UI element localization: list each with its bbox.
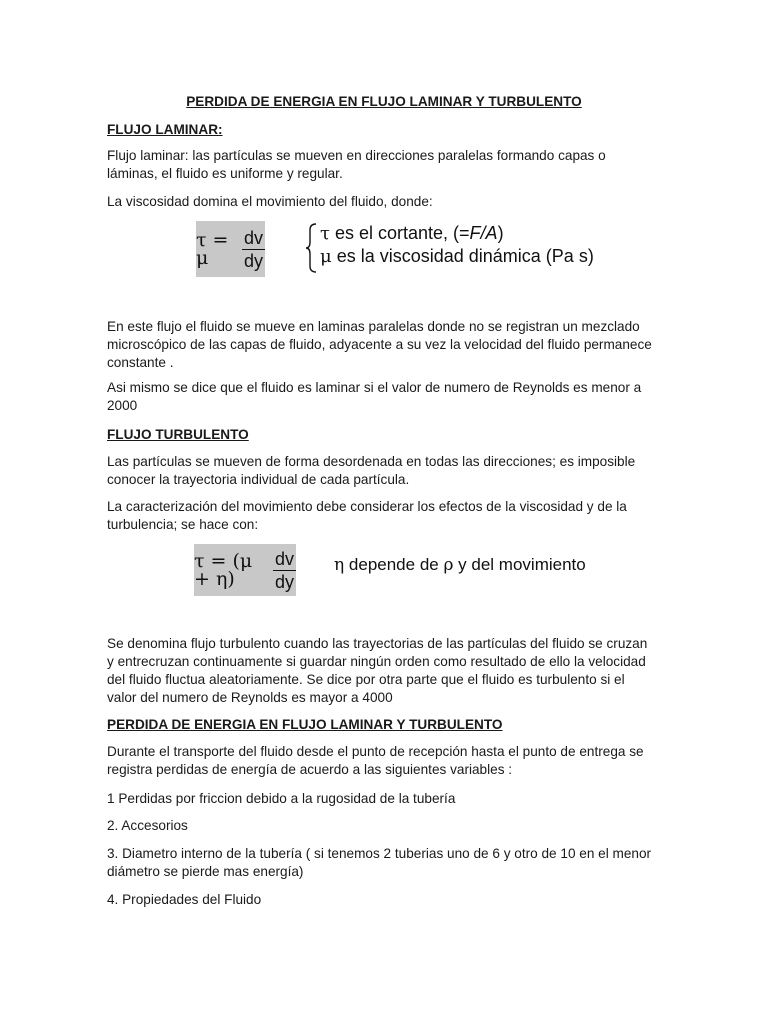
definition-end: ) [497, 223, 504, 243]
definition-text: es el cortante, (= [329, 223, 470, 243]
equation-fraction [242, 227, 265, 272]
text-line: Flujo laminar: las partículas se mueven en direcciones paralelas formando capas o [107, 148, 606, 163]
note-end: y del movimiento [453, 555, 586, 574]
equation-fraction [273, 548, 296, 593]
laminar-equation [196, 221, 265, 277]
curly-brace-icon [304, 222, 318, 274]
text-line: del fluido fluctua aleatoriamente. Se dice por otra parte que el fluido es turbulento si el [107, 672, 625, 687]
text-line: turbulencia; se hace con: [107, 517, 259, 532]
laminar-definitions [320, 224, 594, 266]
equation-lhs: τ = (μ + η) [194, 550, 253, 590]
laminar-paragraph-4 [107, 379, 667, 415]
list-item-3 [107, 845, 667, 881]
text-line: En este flujo el fluido se mueve en laminas paralelas donde no se registran un mezclado [107, 319, 640, 334]
fraction-numerator: dv [274, 548, 294, 569]
text-line: La caracterización del movimiento debe considerar los efectos de la viscosidad y de la [107, 499, 627, 514]
text-line: conocer la trayectoria individual de cada partícula. [107, 472, 410, 487]
laminar-paragraph-1 [107, 147, 667, 183]
fraction-denominator: dy [274, 571, 294, 592]
turbulento-equation [194, 544, 296, 596]
text-line: láminas, el fluido es uniforme y regular. [107, 166, 343, 181]
document-title: PERDIDA DE ENERGIA EN FLUJO LAMINAR Y TURBULENTO [186, 94, 582, 109]
turbulento-paragraph-3 [107, 635, 667, 707]
definition-tau [320, 224, 594, 243]
text-line: Asi mismo se dice que el fluido es laminar si el valor de numero de Reynolds es menor a [107, 380, 642, 395]
turbulento-paragraph-1 [107, 453, 667, 489]
laminar-paragraph-3 [107, 318, 667, 372]
definition-text: es la viscosidad dinámica (Pa s) [331, 246, 594, 266]
mu-symbol: μ [320, 246, 332, 267]
laminar-paragraph-2: La viscosidad domina el movimiento del fluido, donde: [107, 194, 433, 209]
turbulento-equation-note [334, 556, 586, 574]
text-line: 3. Diametro interno de la tubería ( si tenemos 2 tuberias uno de 6 y otro de 10 en el menor [107, 846, 652, 861]
laminar-heading: FLUJO LAMINAR: [107, 122, 223, 137]
text-line: 2000 [107, 398, 138, 413]
list-item-2: 2. Accesorios [107, 818, 188, 833]
text-line: Se denomina flujo turbulento cuando las trayectorias de las partículas del fluido se cruzan [107, 636, 648, 651]
fraction-denominator: dy [243, 250, 263, 271]
text-line: registra perdidas de energía de acuerdo a las siguientes variables : [107, 762, 513, 777]
text-line: Las partículas se mueven de forma desordenada en todas las direcciones; es imposible [107, 454, 636, 469]
definition-mu [320, 247, 594, 266]
eta-symbol: η [334, 555, 345, 575]
rho-symbol: ρ [443, 555, 454, 575]
definition-formula: F/A [469, 223, 498, 243]
perdidas-heading: PERDIDA DE ENERGIA EN FLUJO LAMINAR Y TURBULENTO [107, 717, 503, 732]
fraction-numerator: dv [243, 227, 263, 248]
perdidas-paragraph-1 [107, 743, 667, 779]
turbulento-heading: FLUJO TURBULENTO [107, 427, 249, 442]
note-text: depende de [344, 555, 444, 574]
turbulento-paragraph-2 [107, 498, 667, 534]
text-line: valor del numero de Reynolds es mayor a 4000 [107, 690, 393, 705]
text-line: constante . [107, 355, 174, 370]
list-item-1: 1 Perdidas por friccion debido a la rugosidad de la tubería [107, 791, 456, 806]
equation-lhs: τ = μ [196, 229, 229, 269]
list-item-4: 4. Propiedades del Fluido [107, 892, 262, 907]
text-line: Durante el transporte del fluido desde el punto de recepción hasta el punto de entrega se [107, 744, 644, 759]
tau-symbol: τ [320, 223, 330, 244]
text-line: microscópico de las capas de fluido, adyacente a su vez la velocidad del fluido permanece [107, 337, 652, 352]
text-line: diámetro se pierde mas energía) [107, 864, 304, 879]
text-line: y entrecruzan continuamente si guardar ningún orden como resultado de ello la velocidad [107, 654, 646, 669]
